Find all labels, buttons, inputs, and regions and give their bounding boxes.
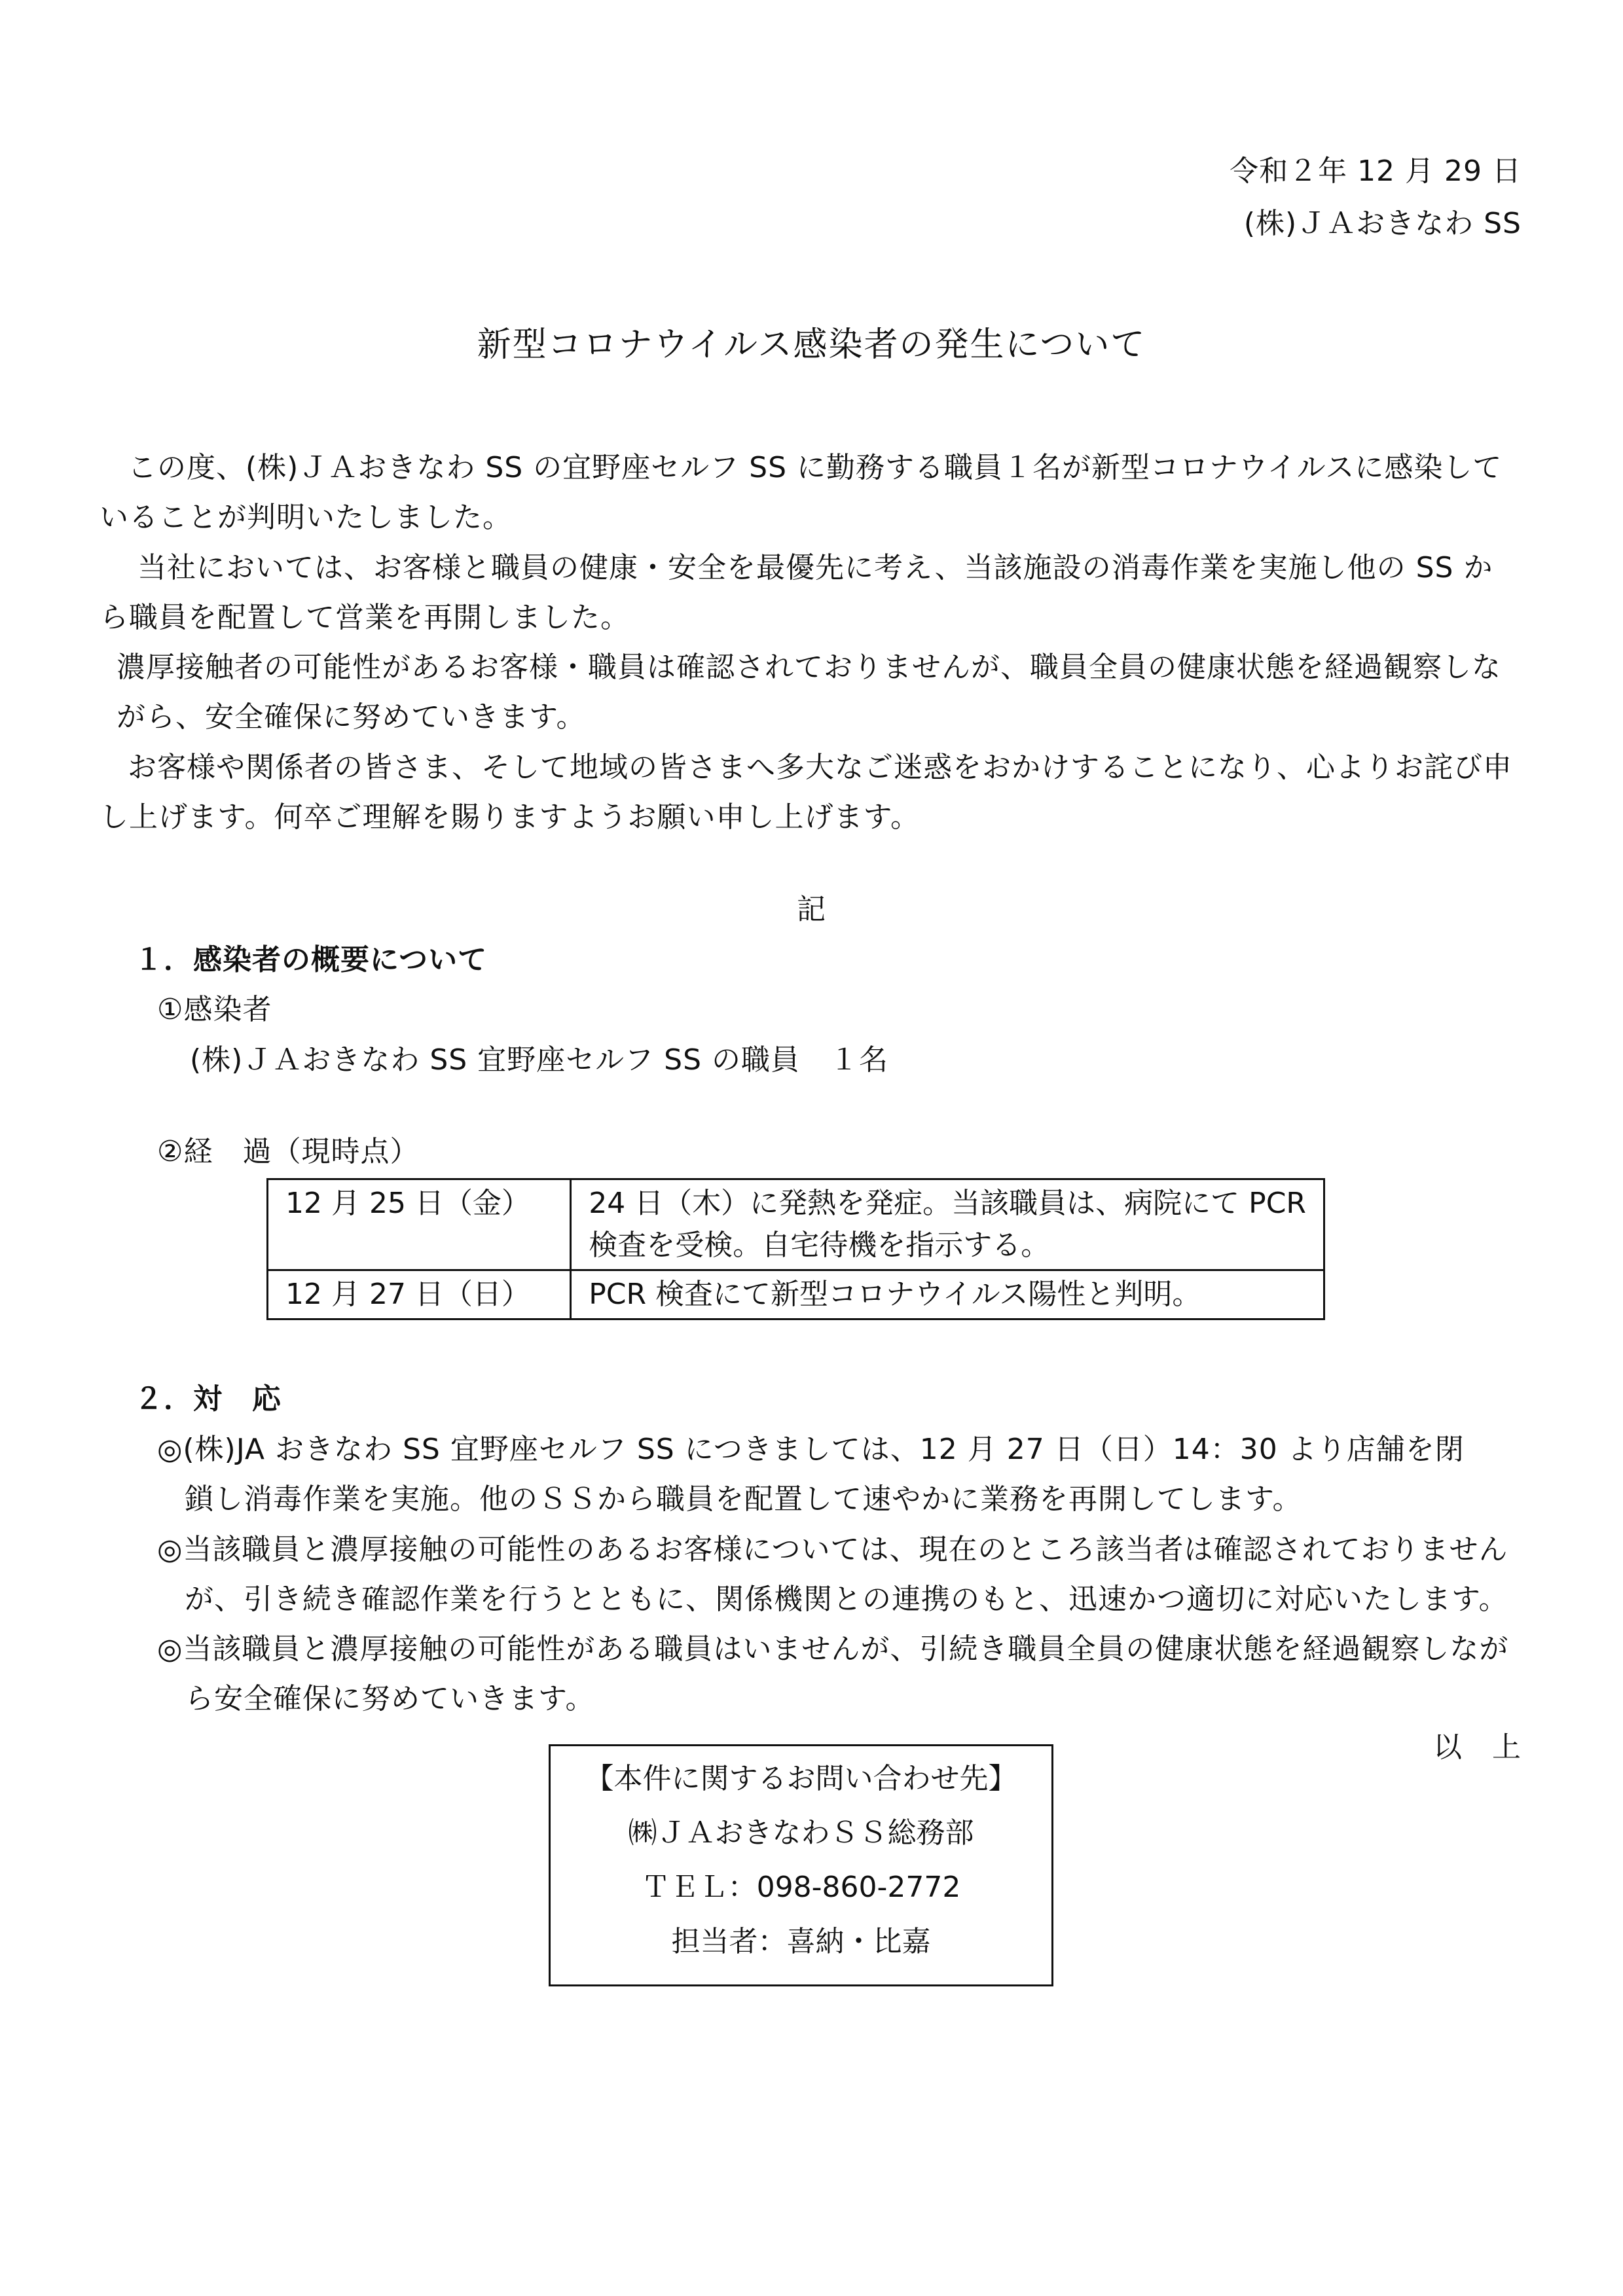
timeline-event (571, 1270, 1324, 1319)
timeline-row (268, 1270, 1324, 1319)
section-1-subheading-progress: ②経 過（現時点） (157, 1135, 420, 1168)
timeline-table (266, 1178, 1325, 1320)
section-2-item-3-line-1: ◎当該職員と濃厚接触の可能性がある職員はいませんが、引続き職員全員の健康状態を経過観察しなが (157, 1632, 1509, 1666)
body-paragraph-3-line-2: がら、安全確保に努めていきます。 (117, 700, 586, 734)
section-2-item-2-line-2: が、引き続き確認作業を行うとともに、関係機関との連携のもと、迅速かつ適切に対応いたします。 (185, 1583, 1508, 1616)
timeline-row (268, 1179, 1324, 1270)
section-2-item-1-line-1: ◎(株)JA おきなわ SS 宜野座セルフ SS につきましては、12 月 27 日（日）14：30 より店舗を閉 (157, 1433, 1465, 1466)
contact-department: ㈱ＪＡおきなわＳＳ総務部 (628, 1816, 974, 1850)
section-2-item-2-line-1: ◎当該職員と濃厚接触の可能性のあるお客様については、現在のところ該当者は確認されておりません (157, 1533, 1508, 1566)
body-paragraph-4-line-1: お客様や関係者の皆さま、そして地域の皆さまへ多大なご迷惑をおかけすることになり、心よりお詫び申 (128, 751, 1512, 784)
section-1-infected-detail: (株)ＪＡおきなわ SS 宜野座セルフ SS の職員 １名 (190, 1043, 888, 1077)
timeline-event-line: PCR 検査にて新型コロナウイルス陽性と判明。 (589, 1278, 1201, 1311)
contact-heading: 【本件に関するお問い合わせ先】 (585, 1762, 1017, 1795)
body-paragraph-2-line-1: 当社においては、お客様と職員の健康・安全を最優先に考え、当該施設の消毒作業を実施し他の SS か (137, 551, 1493, 584)
section-2-heading: ２．対 応 (134, 1382, 282, 1416)
contact-person: 担当者：喜納・比嘉 (671, 1925, 931, 1958)
timeline-date: 12 月 27 日（日） (268, 1270, 571, 1319)
timeline-event-line: 検査を受検。自宅待機を指示する。 (589, 1229, 1050, 1262)
timeline-event-line: 24 日（木）に発熱を発症。当該職員は、病院にて PCR (589, 1187, 1306, 1220)
body-paragraph-1-line-2: いることが判明いたしました。 (100, 501, 512, 534)
body-paragraph-3-line-1: 濃厚接触者の可能性があるお客様・職員は確認されておりませんが、職員全員の健康状態を経過観察しな (117, 651, 1501, 684)
header-company: (株)ＪＡおきなわ SS (1243, 207, 1522, 240)
section-1-subheading-infected: ①感染者 (157, 993, 272, 1026)
timeline-date: 12 月 25 日（金） (268, 1179, 571, 1270)
body-paragraph-4-line-2: し上げます。何卒ご理解を賜りますようお願い申し上げます。 (100, 800, 920, 834)
section-2-item-3-line-2: ら安全確保に努めていきます。 (185, 1682, 595, 1715)
section-2-item-1-line-2: 鎖し消毒作業を実施。他のＳＳから職員を配置して速やかに業務を再開してします。 (185, 1482, 1302, 1516)
contact-phone: ＴＥＬ：098-860-2772 (641, 1871, 961, 1904)
section-1-heading: １．感染者の概要について (134, 943, 488, 977)
header-date: 令和２年 12 月 29 日 (1230, 154, 1522, 188)
body-paragraph-1-line-1: この度、(株)ＪＡおきなわ SS の宜野座セルフ SS に勤務する職員１名が新型コロナウイルスに感染して (128, 451, 1503, 484)
contact-box (549, 1744, 1053, 1986)
body-paragraph-2-line-2: ら職員を配置して営業を再開しました。 (100, 601, 630, 634)
closing-mark: 以 上 (1433, 1731, 1522, 1764)
timeline-event (571, 1179, 1324, 1270)
ki-label: 記 (797, 893, 826, 926)
page-title: 新型コロナウイルス感染者の発生について (477, 325, 1146, 365)
